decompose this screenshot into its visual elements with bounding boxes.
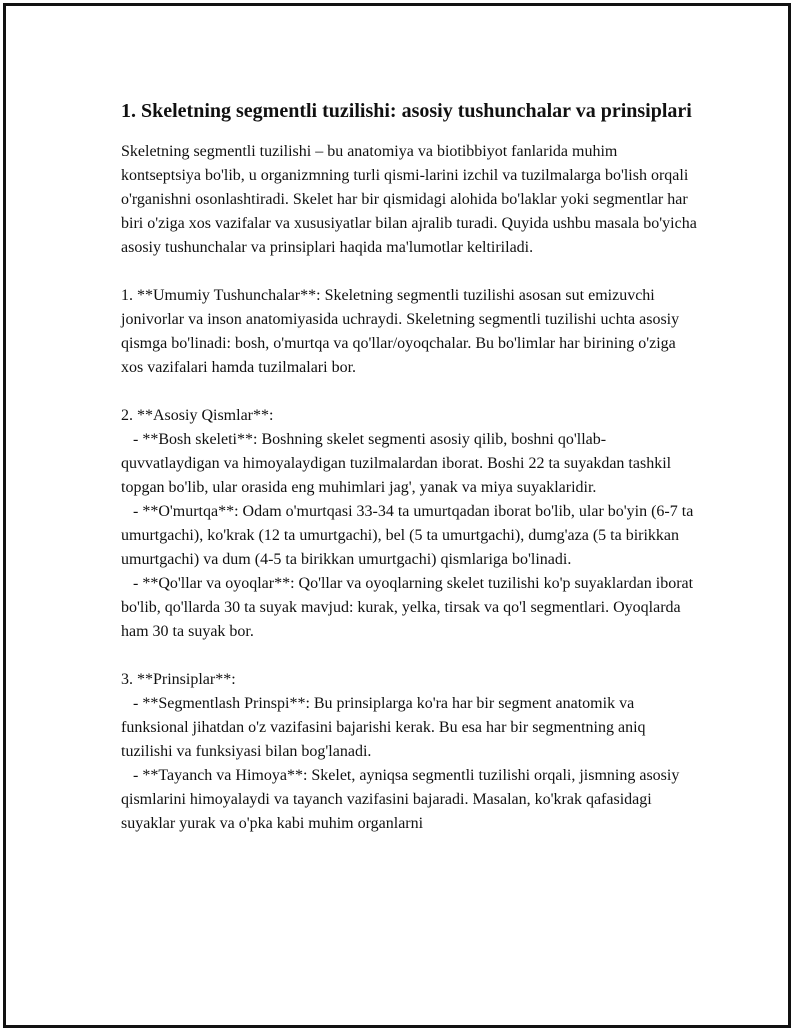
paragraph-asosiy-qismlar: 2. **Asosiy Qismlar**: - **Bosh skeleti**: Boshning skelet segmenti asosiy qilib, boshni qo'llab-quvvatlaydigan va himoyalaydigan tuzilmalardan iborat. Boshi 22 ta suyakdan tashkil topgan bo'lib, ular orasida eng muhimlari jag', yanak va miya suyaklaridir. - **O'murtqa**: Odam o'murtqasi 33-34 ta umurtqadan iborat bo'lib, ular bo'yin (6-7 ta umurtgachi), ko'krak (12 ta umurtgachi), bel (5 ta umurtgachi), dumg'aza (5 ta birikkan umurtgachi) va dum (4-5 ta birikkan umurtgachi) qismlariga bo'linadi. - **Qo'llar va oyoqlar**: Qo'llar va oyoqlarning skelet tuzilishi ko'p suyaklardan iborat bo'lib, qo'llarda 30 ta suyak mavjud: kurak, yelka, tirsak va qo'l segmentlari. Oyoqlarda ham 30 ta suyak bor.: [121, 407, 694, 640]
paragraph-prinsiplar: 3. **Prinsiplar**: - **Segmentlash Prinspi**: Bu prinsiplarga ko'ra har bir segment anatomik va funksional jihatdan o'z vazifasini bajarishi kerak. Bu esa har bir segmentning aniq tuzilishi va funksiyasi bilan bog'lanadi. - **Tayanch va Himoya**: Skelet, ayniqsa segmentli tuzilishi orqali, jismning asosiy qismlarini himoyalaydi va tayanch vazifasini bajaradi. Masalan, ko'krak qafasidagi suyaklar yurak va o'pka kabi muhim organlarni: [121, 671, 680, 832]
document-title: 1. Skeletning segmentli tuzilishi: asosiy tushunchalar va prinsiplari: [121, 100, 692, 122]
document-page: [3, 3, 791, 1028]
paragraph-umumiy-tushunchalar: 1. **Umumiy Tushunchalar**: Skeletning segmentli tuzilishi asosan sut emizuvchi jonivorlar va inson anatomiyasida uchraydi. Skeletning segmentli tuzilishi uchta asosiy qismga bo'linadi: bosh, o'murtqa va qo'llar/oyoqchalar. Bu bo'limlar har birining o'ziga xos vazifalari hamda tuzilmalari bor.: [121, 287, 684, 376]
document-content: [121, 98, 701, 860]
paragraph-intro: Skeletning segmentli tuzilishi – bu anatomiya va biotibbiyot fanlarida muhim kontseptsiya bo'lib, u organizmning turli qismi-larini izchil va tuzilmalarga bo'lish orqali o'rganishni osonlashtiradi. Skelet har bir qismidagi alohida bo'laklar yoki segmentlar har biri o'ziga xos vazifalar va xususiyatlar bilan ajralib turadi. Quyida ushbu masala bo'yicha asosiy tushunchalar va prinsiplari haqida ma'lumotlar keltiriladi.: [121, 143, 701, 256]
